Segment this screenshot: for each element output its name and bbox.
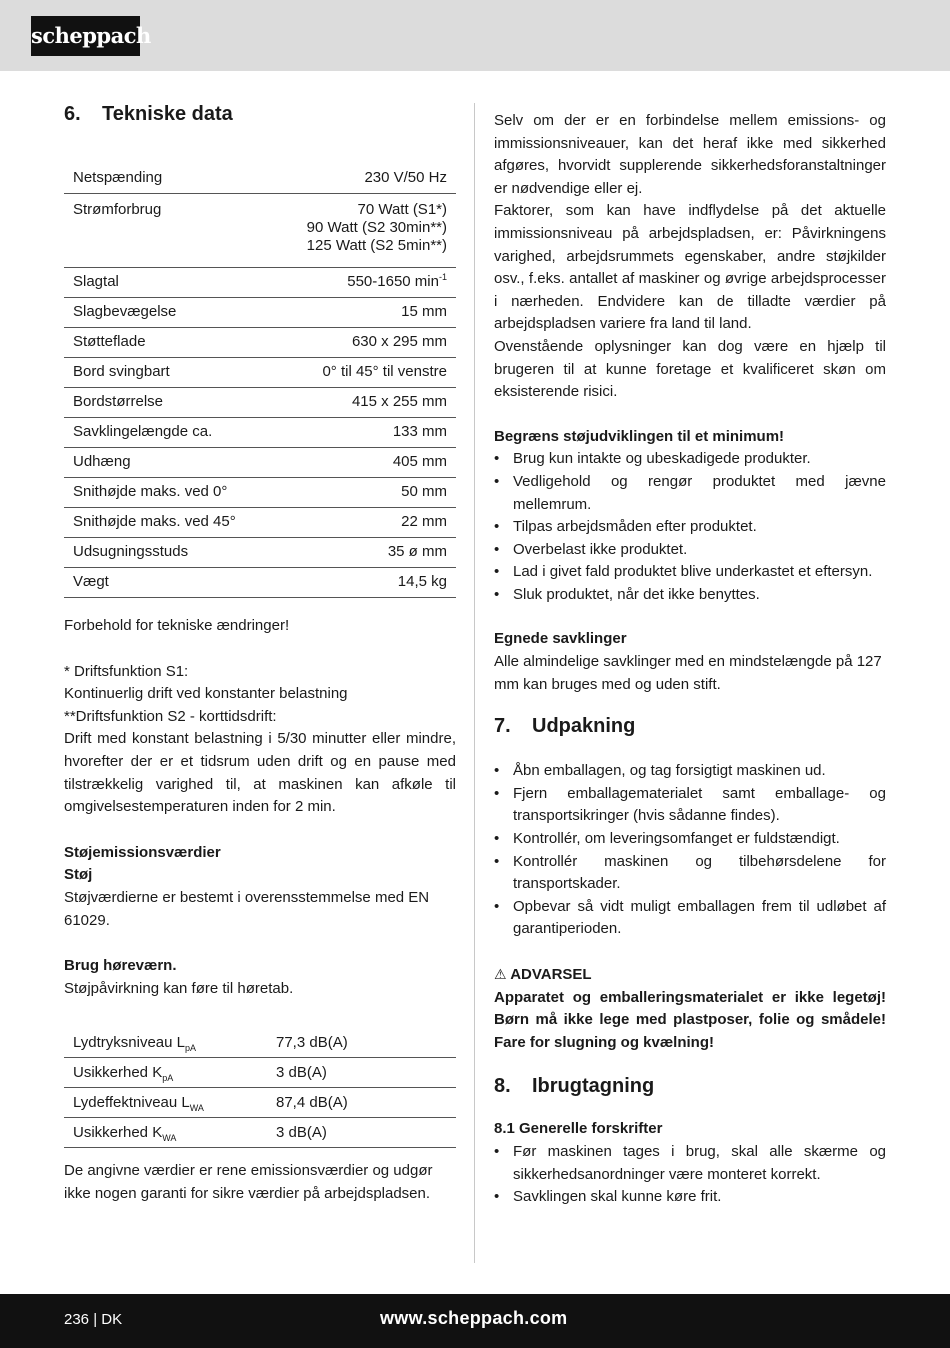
spec-label: Vægt bbox=[73, 573, 109, 590]
list-item: • Brug kun intakte og ubeskadigede produkter. bbox=[494, 448, 886, 471]
noise-value: 87,4 dB(A) bbox=[276, 1094, 348, 1112]
section-title: Ibrugtagning bbox=[532, 1075, 655, 1098]
noise-label bbox=[64, 1058, 267, 1088]
list-item: • Lad i givet fald produktet blive underkastet et eftersyn. bbox=[494, 561, 886, 584]
noise-value: 3 dB(A) bbox=[276, 1064, 327, 1082]
list-item: • Sluk produktet, når det ikke benyttes. bbox=[494, 584, 886, 607]
noise-subheading: Støj bbox=[64, 866, 93, 884]
spec-label: Støtteflade bbox=[73, 333, 146, 350]
list-item: • Overbelast ikke produktet. bbox=[494, 539, 886, 562]
spec-label: Bord svingbart bbox=[73, 363, 170, 380]
limit-heading: Begræns støjudviklingen til et minimum! bbox=[494, 427, 785, 445]
noise-label-text: Lydeffektniveau L bbox=[73, 1094, 190, 1112]
table-row bbox=[64, 358, 456, 388]
noise-label bbox=[64, 1118, 267, 1148]
noise-label-sub: pA bbox=[185, 1043, 197, 1054]
section-number: 7. bbox=[494, 715, 511, 738]
spec-value: 133 mm bbox=[392, 423, 447, 440]
spec-label: Netspænding bbox=[73, 169, 163, 186]
noise-label-sub: WA bbox=[162, 1133, 177, 1144]
spec-label: Savklingelængde ca. bbox=[73, 423, 213, 440]
duty-line: Kontinuerlig drift ved konstanter belastning bbox=[64, 685, 348, 703]
table-row bbox=[64, 418, 456, 448]
spec-value: 230 V/50 Hz bbox=[364, 169, 447, 186]
table-row bbox=[64, 328, 456, 358]
noise-footer: De angivne værdier er rene emissionsværdier og udgør ikke nogen garanti for sikre værdier på arbejdspladsen. bbox=[64, 1162, 433, 1202]
noise-label-sub: WA bbox=[189, 1103, 204, 1114]
list-item: • Fjern emballagematerialet samt emballage- og transportsikringer (hvis sådanne findes). bbox=[494, 783, 886, 828]
reservation-note: Forbehold for tekniske ændringer! bbox=[64, 617, 290, 634]
table-row bbox=[64, 1118, 456, 1148]
spec-label: Udhæng bbox=[73, 453, 131, 470]
page-number: 236 | DK bbox=[64, 1311, 123, 1328]
list-item: • Savklingen skal kunne køre frit. bbox=[494, 1186, 886, 1209]
noise-label bbox=[64, 1028, 267, 1058]
noise-heading: Støjemissionsværdier bbox=[64, 843, 221, 861]
table-row bbox=[64, 194, 456, 268]
warning-icon: ⚠ bbox=[494, 966, 507, 982]
duty-block bbox=[64, 661, 456, 819]
table-row bbox=[64, 388, 456, 418]
spec-label: Bordstørrelse bbox=[73, 393, 164, 410]
list-item: • Før maskinen tages i brug, skal alle skærme og sikkerhedsanordninger være monteret korrekt. bbox=[494, 1141, 886, 1186]
limit-list bbox=[494, 448, 886, 606]
noise-label bbox=[64, 1088, 267, 1118]
spec-value-sup: -1 bbox=[438, 272, 447, 282]
spec-value: 15 mm bbox=[401, 303, 447, 320]
warning-text: Apparatet og emballeringsmaterialet er ikke legetøj! Børn må ikke lege med plastposer, folie og smådele! Fare for slugning og kvælning! bbox=[494, 988, 886, 1051]
spec-value: 405 mm bbox=[392, 453, 447, 470]
brand-logo: scheppach bbox=[31, 16, 140, 56]
section-title: Udpakning bbox=[532, 715, 636, 738]
spec-value-text: 550-1650 min bbox=[347, 273, 439, 290]
spec-label: Snithøjde maks. ved 0° bbox=[73, 483, 228, 500]
spec-value bbox=[273, 268, 456, 298]
section-number: 6. bbox=[64, 103, 81, 125]
table-row bbox=[64, 508, 456, 538]
general-list bbox=[494, 1141, 886, 1209]
spec-value bbox=[273, 194, 456, 268]
noise-block bbox=[64, 842, 456, 932]
noise-text: Støjværdierne er bestemt i overensstemmelse med EN 61029. bbox=[64, 888, 430, 929]
section-6-heading bbox=[64, 103, 456, 126]
spec-value-line: 125 Watt (S2 5min**) bbox=[306, 237, 447, 254]
table-row bbox=[64, 1088, 456, 1118]
table-row bbox=[64, 1028, 456, 1058]
spec-table bbox=[64, 164, 456, 598]
spec-value-line: 70 Watt (S1*) bbox=[357, 201, 447, 218]
blades-heading: Egnede savklinger bbox=[494, 630, 627, 648]
warning-heading bbox=[494, 963, 886, 987]
spec-label: Slagbevægelse bbox=[73, 303, 177, 320]
list-item: • Vedligehold og rengør produktet med jævne mellemrum. bbox=[494, 471, 886, 516]
hearing-block bbox=[64, 955, 456, 1000]
spec-value: 50 mm bbox=[401, 483, 447, 500]
duty-line: **Driftsfunktion S2 - korttidsdrift: bbox=[64, 707, 277, 725]
spec-value: 0° til 45° til venstre bbox=[322, 363, 447, 380]
spec-value: 630 x 295 mm bbox=[351, 333, 447, 350]
table-row bbox=[64, 538, 456, 568]
table-row bbox=[64, 298, 456, 328]
noise-label-text: Usikkerhed K bbox=[73, 1124, 163, 1142]
spec-label: Udsugningsstuds bbox=[73, 543, 189, 560]
intro-paragraph: Ovenstående oplysninger kan dog være en hjælp til brugeren til at kunne foretage et kvalificeret skøn om eksisterende risici. bbox=[494, 337, 886, 401]
spec-label: Strømforbrug bbox=[73, 201, 162, 218]
website-link[interactable]: www.scheppach.com bbox=[380, 1308, 568, 1328]
blades-text: Alle almindelige savklinger med en mindstelængde på 127 mm kan bruges med og uden stift. bbox=[494, 653, 882, 693]
spec-value: 22 mm bbox=[401, 513, 447, 530]
general-heading: 8.1 Generelle forskrifter bbox=[494, 1120, 663, 1138]
spec-label: Snithøjde maks. ved 45° bbox=[73, 513, 236, 530]
table-row bbox=[64, 568, 456, 598]
unpack-list bbox=[494, 760, 886, 941]
intro-paragraph: Selv om der er en forbindelse mellem emissions- og immissionsniveauer, kan det heraf ikke med sikkerhed afgøres, hvorvidt supplerende sikkerhedsforanstaltninger er nødvendige eller ej. bbox=[494, 112, 886, 197]
intro-paragraph: Faktorer, som kan have indflydelse på det aktuelle immissionsniveau på arbejdspladsen, er: Påvirkningens varighed, arbejdsrummets egenskaber, andre støjkilder osv., f.eks. antallet af maskiner og øvrige arbejdsprocesser i nærheden. Endvidere kan de tilladte værdier på arbejdspladsen variere fra land til land. bbox=[494, 202, 886, 333]
hearing-heading: Brug høreværn. bbox=[64, 957, 177, 975]
section-number: 8. bbox=[494, 1075, 511, 1098]
page-header bbox=[0, 0, 950, 71]
list-item: • Tilpas arbejdsmåden efter produktet. bbox=[494, 516, 886, 539]
spec-value: 35 ø mm bbox=[387, 543, 447, 560]
noise-value: 3 dB(A) bbox=[276, 1124, 327, 1142]
spec-value: 415 x 255 mm bbox=[351, 393, 447, 410]
noise-label-text: Lydtryksniveau L bbox=[73, 1034, 186, 1052]
section-8-heading bbox=[494, 1075, 886, 1098]
hearing-text: Støjpåvirkning kan føre til høretab. bbox=[64, 979, 294, 997]
column-divider bbox=[474, 103, 475, 1263]
list-item: • Opbevar så vidt muligt emballagen frem til udløbet af garantiperioden. bbox=[494, 896, 886, 941]
duty-line: * Driftsfunktion S1: bbox=[64, 662, 189, 680]
table-row bbox=[64, 268, 456, 298]
list-item: • Åbn emballagen, og tag forsigtigt maskinen ud. bbox=[494, 760, 886, 783]
noise-label-text: Usikkerhed K bbox=[73, 1064, 163, 1082]
list-item: • Kontrollér maskinen og tilbehørsdelene for transportskader. bbox=[494, 851, 886, 896]
page-footer bbox=[0, 1294, 950, 1348]
list-item: • Kontrollér, om leveringsomfanget er fuldstændigt. bbox=[494, 828, 886, 851]
table-row bbox=[64, 164, 456, 194]
table-row bbox=[64, 1058, 456, 1088]
spec-value-line: 90 Watt (S2 30min**) bbox=[306, 219, 447, 236]
right-column bbox=[494, 110, 886, 1209]
left-column bbox=[64, 103, 456, 1206]
noise-label-sub: pA bbox=[162, 1073, 174, 1084]
noise-value: 77,3 dB(A) bbox=[276, 1034, 348, 1052]
noise-table bbox=[64, 1028, 456, 1148]
section-7-heading bbox=[494, 715, 886, 738]
table-row bbox=[64, 448, 456, 478]
duty-text: Drift med konstant belastning i 5/30 minutter eller mindre, hvorefter der er et tidsrum uden drift og en pause med tilstrækkelig varighed til, at maskinen kan afkøle til omgivelsestemperaturen inden for 2 min. bbox=[64, 730, 456, 816]
section-title: Tekniske data bbox=[102, 103, 233, 125]
warning-heading-text: ADVARSEL bbox=[510, 966, 592, 983]
table-row bbox=[64, 478, 456, 508]
spec-value: 14,5 kg bbox=[397, 573, 447, 590]
spec-label: Slagtal bbox=[73, 273, 119, 290]
